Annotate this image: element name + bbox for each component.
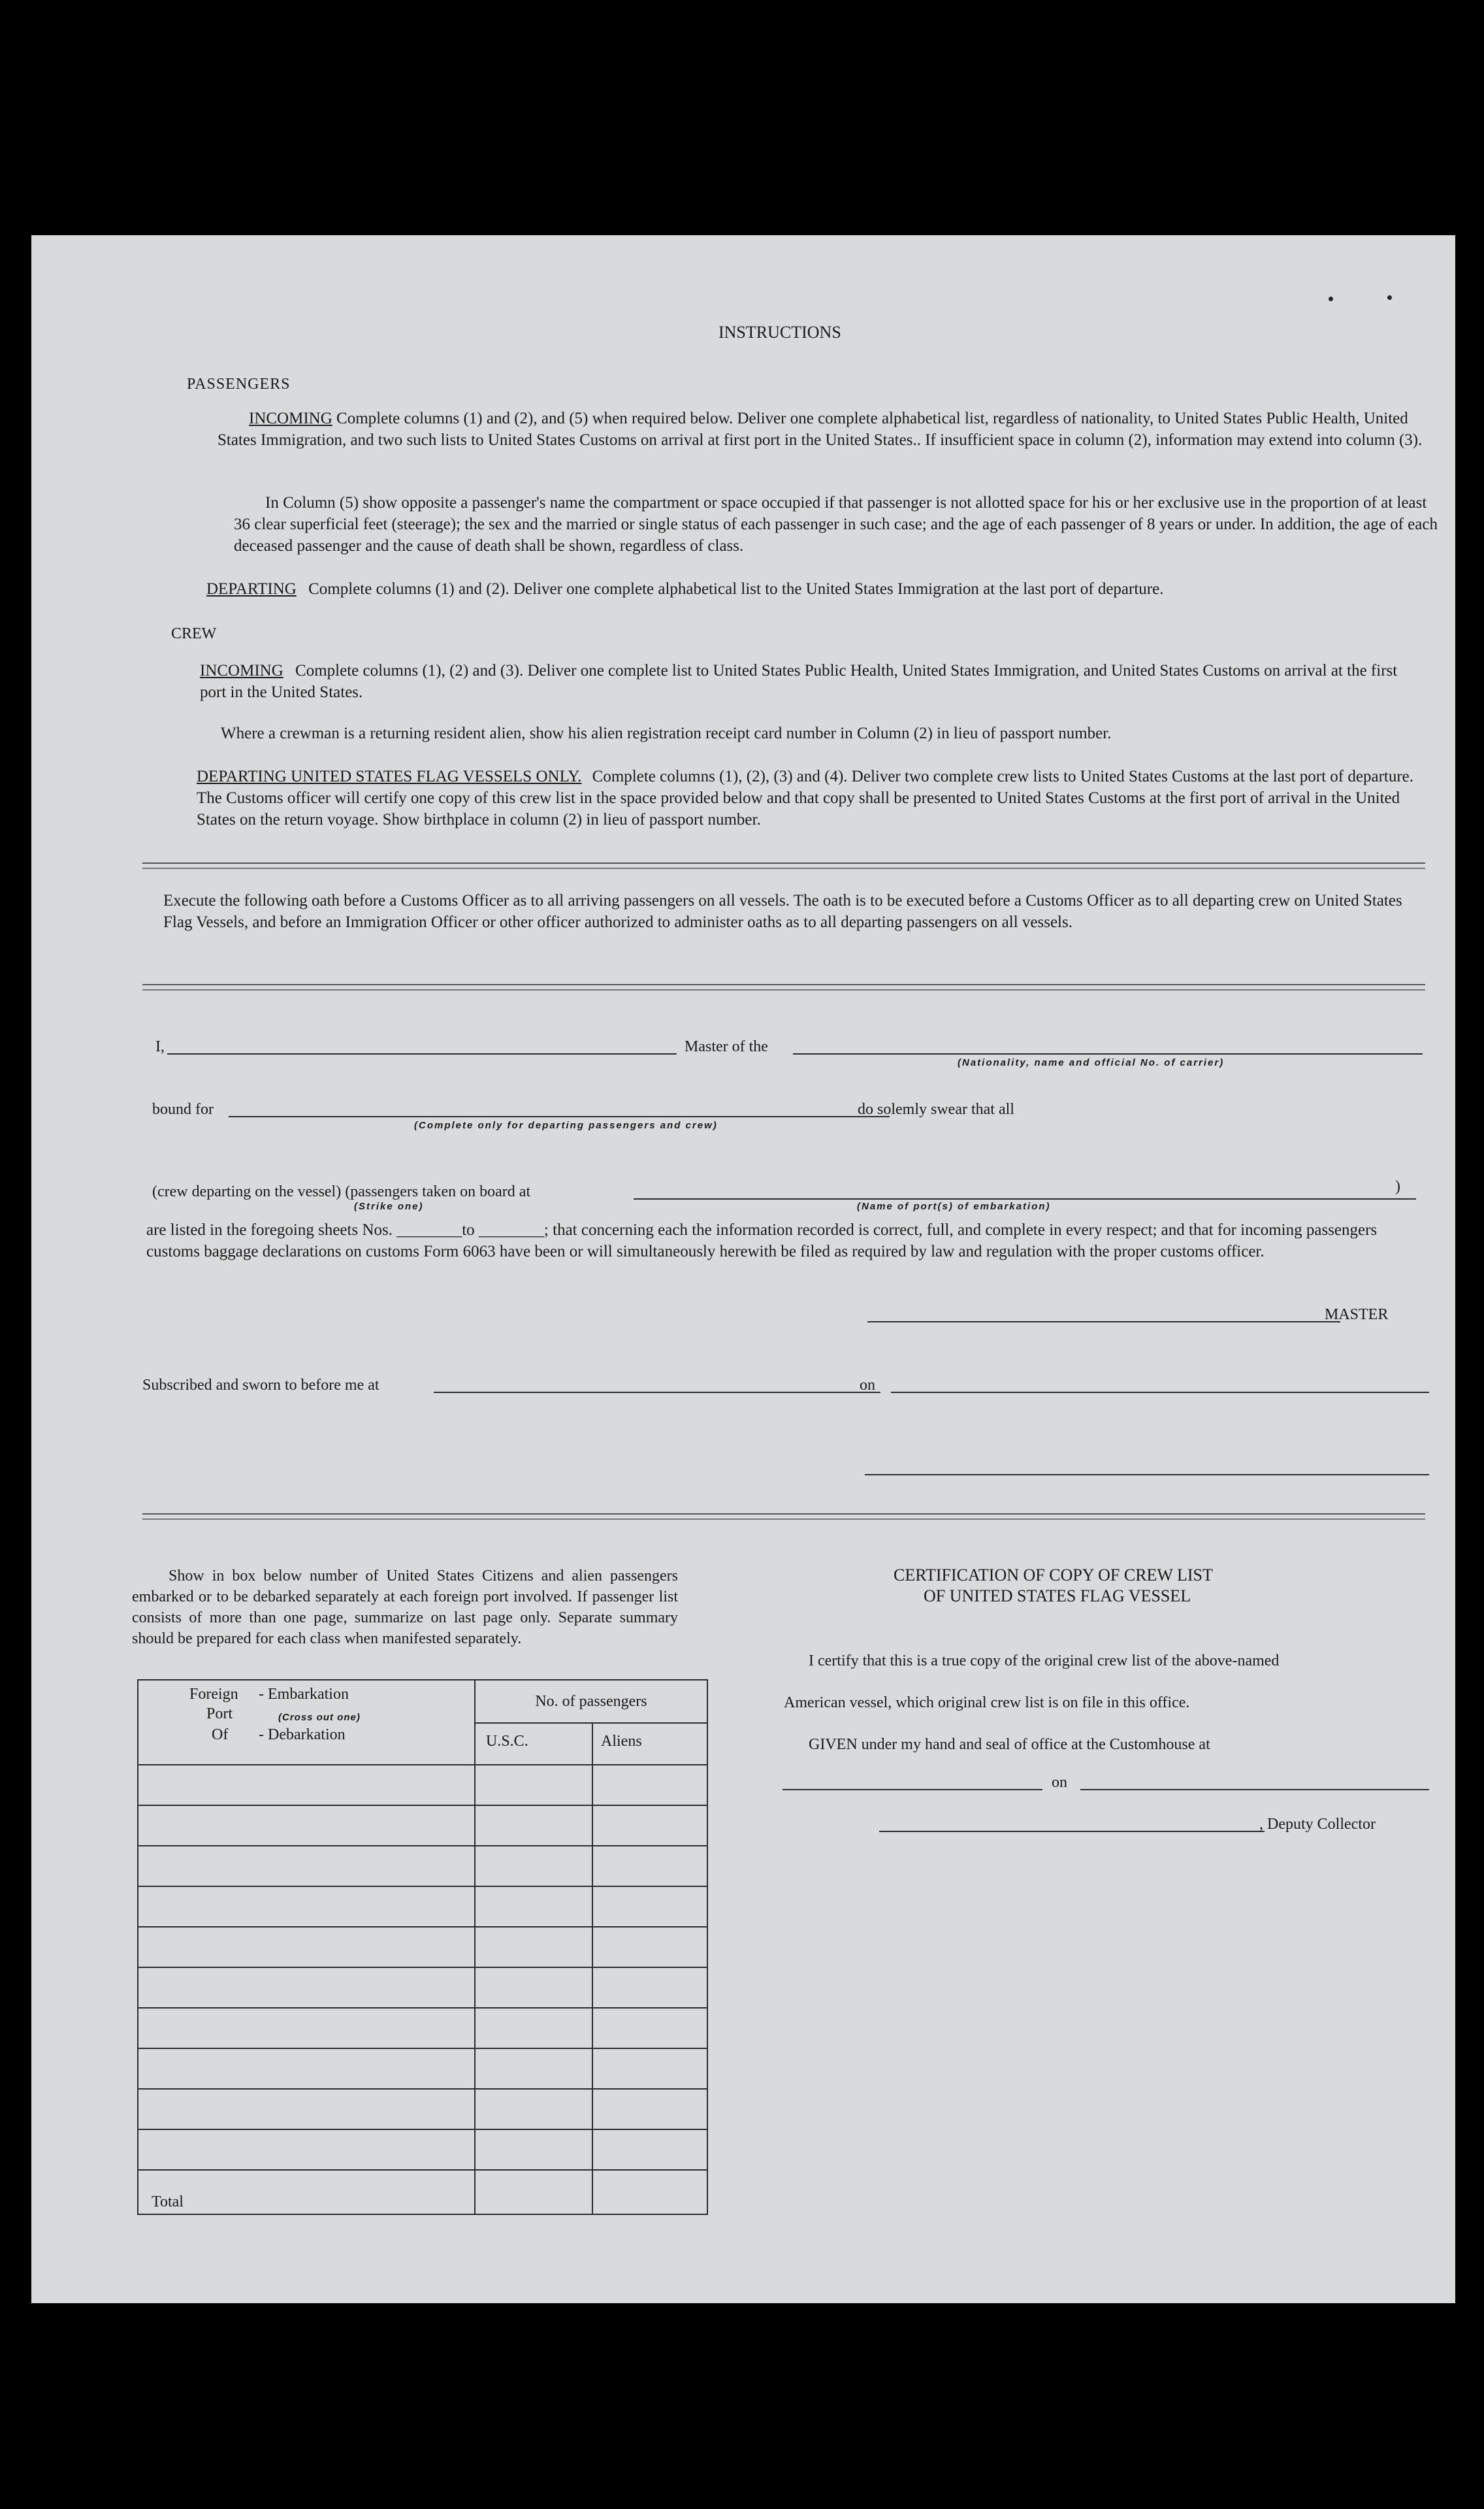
aliens-cell[interactable] — [592, 2048, 707, 2089]
passengers-heading: PASSENGERS — [187, 376, 291, 393]
certify-line2: American vessel, which original crew list is on file in this office. — [784, 1694, 1190, 1711]
cross-out-hint: (Cross out one) — [278, 1712, 361, 1723]
passengers-departing-label: DEPARTING — [206, 580, 297, 598]
crew-flag-instruction — [197, 766, 1438, 830]
table-row — [138, 1765, 707, 1805]
sworn-on-label: on — [860, 1377, 875, 1394]
no-of-passengers-label: No. of passengers — [476, 1681, 707, 1724]
port-label: Port — [206, 1705, 233, 1722]
embarkation-port-field[interactable] — [634, 1198, 1416, 1200]
customhouse-field[interactable] — [782, 1789, 1042, 1790]
master-signature-field[interactable] — [867, 1321, 1340, 1322]
sworn-date-field[interactable] — [891, 1392, 1429, 1393]
certify-line1: I certify that this is a true copy of the original crew list of the above-named — [809, 1652, 1280, 1669]
given-date-field[interactable] — [1080, 1789, 1429, 1790]
bound-for-field[interactable] — [229, 1116, 890, 1117]
usc-cell[interactable] — [475, 1805, 592, 1846]
usc-label: U.S.C. — [476, 1724, 593, 1764]
aliens-cell[interactable] — [592, 1886, 707, 1927]
usc-cell[interactable] — [475, 1846, 592, 1886]
aliens-cell[interactable] — [592, 2089, 707, 2129]
port-cell[interactable] — [138, 2048, 475, 2089]
total-aliens-cell[interactable] — [592, 2170, 707, 2214]
table-row — [138, 2089, 707, 2129]
certification-title-line1: CERTIFICATION OF COPY OF CREW LIST — [894, 1566, 1213, 1584]
aliens-cell[interactable] — [592, 1927, 707, 1967]
aliens-cell[interactable] — [592, 1967, 707, 2008]
crew-incoming-text: Complete columns (1), (2) and (3). Deliver one complete list to United States Public Health, United States Immigration, and United States Customs on arrival at the first port in the United States. — [200, 662, 1398, 701]
table-row — [138, 1967, 707, 2008]
usc-cell[interactable] — [475, 2129, 592, 2170]
speck-mark — [1387, 295, 1392, 300]
section-divider — [142, 862, 1425, 869]
usc-cell[interactable] — [475, 1886, 592, 1927]
oath-i-label: I, — [155, 1038, 165, 1055]
aliens-label: Aliens — [601, 1733, 642, 1750]
passengers-incoming-label: INCOMING — [249, 410, 332, 427]
passengers-departing-instruction — [206, 578, 1441, 600]
deputy-signature-field[interactable] — [879, 1831, 1265, 1832]
total-label: Total — [138, 2170, 475, 2214]
close-paren: ) — [1395, 1178, 1400, 1195]
sworn-place-field[interactable] — [434, 1392, 880, 1393]
speck-mark — [1329, 297, 1333, 301]
crew-flag-label: DEPARTING UNITED STATES FLAG VESSELS ONLY. — [197, 768, 582, 785]
swear-text: do solemly swear that all — [858, 1101, 1014, 1118]
passengers-departing-text: Complete columns (1) and (2). Deliver one complete alphabetical list to the United States Immigration at the last port of departure. — [308, 580, 1164, 598]
passengers-incoming-text: Complete columns (1) and (2), and (5) when required below. Deliver one complete alphabetical list, regardless of nationality, to United States Public Health, United States Immigration, and two such lists to United States Customs on arrival at first port in the United States.. If insufficient space in column (2), information may extend into column (3). — [218, 410, 1423, 449]
section-divider — [142, 984, 1425, 991]
deputy-collector-label: , Deputy Collector — [1259, 1816, 1376, 1833]
oath-intro: Execute the following oath before a Customs Officer as to all arriving passengers on all vessels. The oath is to be executed before a Customs Officer as to all departing crew on United States Flag Vessels, and before an Immigration Officer or other officer authorized to administer oaths as to all departing passengers on all vessels. — [163, 892, 1402, 931]
of-label: Of — [212, 1726, 229, 1743]
bound-for-label: bound for — [152, 1101, 214, 1118]
complete-hint: (Complete only for departing passengers and crew) — [414, 1120, 718, 1131]
crew-flag-text: Complete columns (1), (2), (3) and (4). Deliver two complete crew lists to United States Customs at the last port of departure. The Customs officer will certify one copy of this crew list in the space provided below and that copy shall be presented to United States Customs at the first port of arrival in the United States on the return voyage. Show birthplace in column (2) in lieu of passport number. — [197, 768, 1414, 828]
crew-incoming-label: INCOMING — [200, 662, 283, 680]
carrier-hint: (Nationality, name and official No. of carrier) — [958, 1057, 1225, 1068]
port-cell[interactable] — [138, 2129, 475, 2170]
listed-text: are listed in the foregoing sheets Nos. ________to ________; that concerning each the information recorded is correct, full, and complete in every respect; and that for incoming passengers customs baggage declarations on customs Form 6063 have been or will simultaneously herewith be filed as required by law and regulation with the proper customs officer. — [146, 1221, 1378, 1260]
master-label: MASTER — [1325, 1306, 1389, 1323]
port-cell[interactable] — [138, 1927, 475, 1967]
port-cell[interactable] — [138, 1967, 475, 2008]
total-usc-cell[interactable] — [475, 2170, 592, 2214]
passengers-column5-instruction: In Column (5) show opposite a passenger's name the compartment or space occupied if that passenger is not allotted space for his or her exclusive use in the proportion of at least 36 clear superficial feet (steerage); the sex and the married or single status of each passenger in such case; and the age of each passenger of 8 years or under. In addition, the age of each deceased passenger and the cause of death shall be shown, regardless of class. — [234, 494, 1438, 555]
port-cell[interactable] — [138, 1805, 475, 1846]
foreign-label: Foreign — [189, 1686, 238, 1703]
aliens-cell[interactable] — [592, 2008, 707, 2048]
passengers-header-cell — [475, 1680, 707, 1765]
carrier-field[interactable] — [793, 1053, 1423, 1055]
master-of-the-label: Master of the — [685, 1038, 768, 1055]
passenger-summary-table — [137, 1679, 708, 2215]
table-row — [138, 1927, 707, 1967]
summary-instruction: Show in box below number of United States Citizens and alien passengers embarked or to be debarked separately at each foreign port involved. If passenger list consists of more than one page, summarize on last page only. Separate summary should be prepared for each class when manifested separately. — [132, 1567, 678, 1647]
aliens-cell[interactable] — [592, 1805, 707, 1846]
port-hint: (Name of port(s) of embarkation) — [857, 1201, 1051, 1212]
table-row — [138, 2048, 707, 2089]
debarkation-label: - Debarkation — [259, 1726, 346, 1743]
port-cell[interactable] — [138, 2089, 475, 2129]
table-header-row — [138, 1680, 707, 1765]
page-title: INSTRUCTIONS — [718, 323, 841, 342]
strike-one-hint: (Strike one) — [354, 1201, 424, 1212]
master-name-field[interactable] — [167, 1053, 677, 1055]
crew-incoming-instruction — [200, 660, 1415, 703]
usc-cell[interactable] — [475, 1927, 592, 1967]
certification-title-line2: OF UNITED STATES FLAG VESSEL — [924, 1586, 1191, 1605]
passengers-incoming-instruction — [218, 408, 1445, 451]
port-cell[interactable] — [138, 2008, 475, 2048]
embarkation-label: - Embarkation — [259, 1686, 349, 1703]
form-sheet — [31, 235, 1455, 2303]
table-row — [138, 1805, 707, 1846]
total-row — [138, 2170, 707, 2214]
table-row — [138, 1846, 707, 1886]
subscribed-label: Subscribed and sworn to before me at — [142, 1377, 379, 1394]
port-cell[interactable] — [138, 1846, 475, 1886]
usc-cell[interactable] — [475, 2008, 592, 2048]
aliens-cell[interactable] — [592, 2129, 707, 2170]
officer-signature-field[interactable] — [865, 1474, 1429, 1475]
given-text: GIVEN under my hand and seal of office at the Customhouse at — [809, 1736, 1210, 1753]
aliens-cell[interactable] — [592, 1846, 707, 1886]
port-cell[interactable] — [138, 1886, 475, 1927]
usc-cell[interactable] — [475, 2048, 592, 2089]
aliens-cell[interactable] — [592, 1765, 707, 1805]
crew-resident-instruction: Where a crewman is a returning resident alien, show his alien registration receipt card number in Column (2) in lieu of passport number. — [221, 725, 1112, 742]
port-cell[interactable] — [138, 1765, 475, 1805]
given-on-label: on — [1052, 1774, 1067, 1791]
table-row — [138, 2008, 707, 2048]
usc-cell[interactable] — [475, 1765, 592, 1805]
table-row — [138, 1886, 707, 1927]
crew-heading: CREW — [171, 625, 217, 642]
section-divider — [142, 1513, 1425, 1520]
port-header-cell — [138, 1680, 475, 1765]
usc-cell[interactable] — [475, 2089, 592, 2129]
table-row — [138, 2129, 707, 2170]
crew-departing-text: (crew departing on the vessel) (passengers taken on board at — [152, 1183, 531, 1200]
usc-cell[interactable] — [475, 1967, 592, 2008]
